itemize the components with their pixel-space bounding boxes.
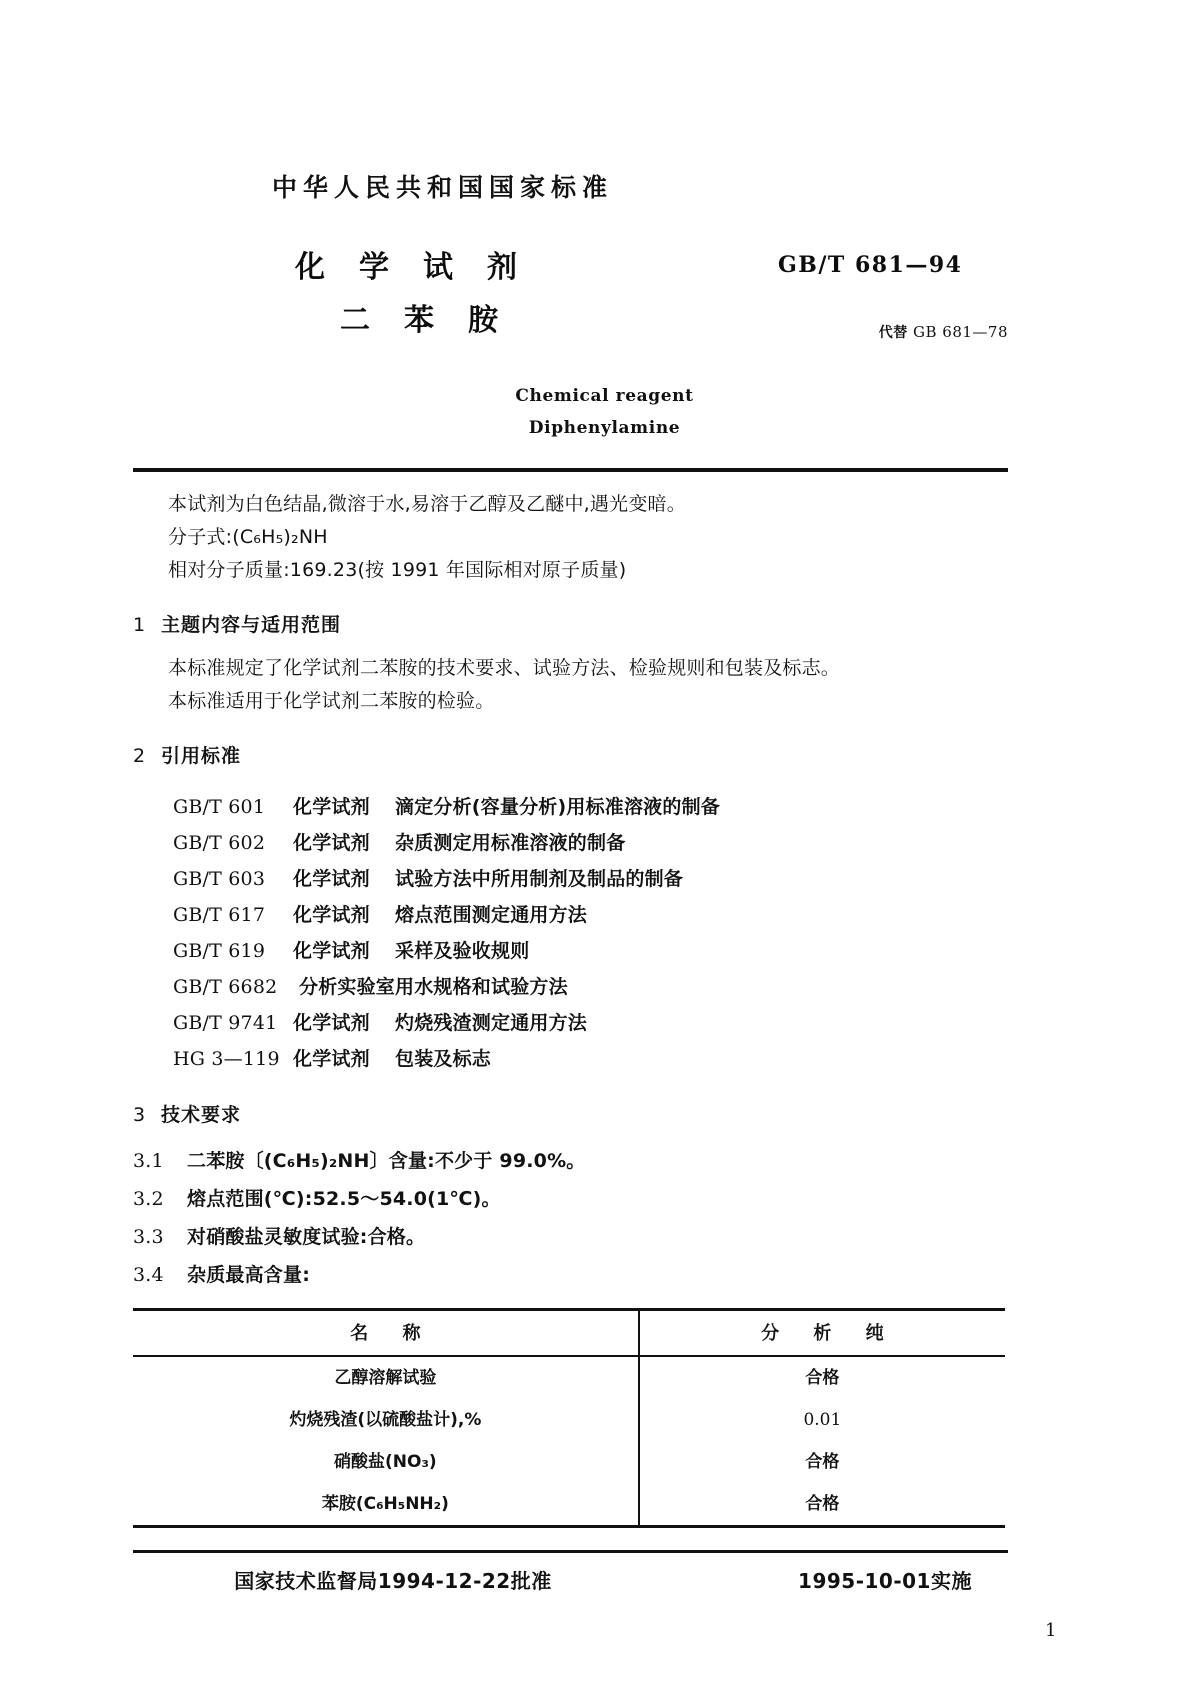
- replaces-label: 代替: [878, 325, 908, 341]
- main-title-line1: 化学试剂: [295, 250, 551, 285]
- english-title-line2: Diphenylamine: [528, 418, 681, 438]
- table-header-row: [133, 1310, 1005, 1357]
- requirement-index: 3.2: [133, 1188, 164, 1210]
- reference-desc: 熔点范围测定通用方法: [395, 904, 588, 926]
- impurity-limits-table: [133, 1308, 1005, 1528]
- reference-kind: 化学试剂: [293, 868, 370, 890]
- section-1-title: 主题内容与适用范围: [161, 614, 342, 636]
- reference-code: GB/T 601: [173, 796, 266, 818]
- list-item: [173, 933, 1013, 969]
- page-number: 1: [1045, 1620, 1057, 1641]
- section-3-number: 3: [133, 1104, 146, 1126]
- table-body: [133, 1356, 1005, 1527]
- reagent-description: 本试剂为白色结晶,微溶于水,易溶于乙醇及乙醚中,遇光变暗。: [168, 493, 686, 515]
- column-header-name: 名 称: [133, 1310, 639, 1357]
- impurity-value: 合格: [639, 1356, 1005, 1399]
- list-item: [173, 969, 1013, 1005]
- table-row: [133, 1356, 1005, 1399]
- table-header: [133, 1310, 1005, 1357]
- technical-requirement-3-2: [133, 1180, 1013, 1218]
- requirement-text: 熔点范围(℃):52.5～54.0(1℃)。: [187, 1188, 501, 1210]
- technical-requirement-3-4: [133, 1256, 1013, 1294]
- reference-desc: 杂质测定用标准溶液的制备: [395, 832, 626, 854]
- reference-code: HG 3—119: [173, 1048, 280, 1070]
- reference-desc: 滴定分析(容量分析)用标准溶液的制备: [395, 796, 720, 818]
- reference-code: GB/T 619: [173, 940, 266, 962]
- implementation-date: 1995-10-01实施: [798, 1569, 972, 1593]
- section-1-paragraph-2: 本标准适用于化学试剂二苯胺的检验。: [168, 690, 495, 712]
- replaces-code: GB 681—78: [913, 323, 1008, 341]
- title-row: [0, 242, 1191, 362]
- header-divider-rule: [133, 468, 1008, 472]
- section-1-paragraph-1: 本标准规定了化学试剂二苯胺的技术要求、试验方法、检验规则和包装及标志。: [168, 657, 841, 679]
- section-1-heading: [133, 609, 1013, 642]
- impurity-value: 合格: [639, 1441, 1005, 1483]
- reference-desc: 试验方法中所用制剂及制品的制备: [395, 868, 684, 890]
- reference-code: GB/T 9741: [173, 1012, 278, 1034]
- relative-molecular-mass-line: 相对分子质量:169.23(按 1991 年国际相对原子质量): [168, 559, 627, 581]
- document-header: [0, 168, 1191, 444]
- main-title-line2: 二苯胺: [340, 303, 532, 338]
- section-2-title: 引用标准: [161, 745, 242, 767]
- list-item: [173, 1041, 1013, 1077]
- table-row: [133, 1441, 1005, 1483]
- requirement-text: 杂质最高含量:: [187, 1264, 310, 1286]
- impurity-name: 乙醇溶解试验: [334, 1367, 437, 1388]
- list-item: [173, 825, 1013, 861]
- list-item: [173, 1005, 1013, 1041]
- list-item: [173, 789, 1013, 825]
- reference-desc: 分析实验室用水规格和试验方法: [299, 976, 568, 998]
- list-item: [173, 861, 1013, 897]
- molecular-formula-line: 分子式:(C₆H₅)₂NH: [168, 526, 328, 548]
- requirement-index: 3.1: [133, 1150, 164, 1172]
- table-row: [133, 1399, 1005, 1441]
- technical-requirement-3-1: [133, 1142, 1013, 1180]
- impurity-name: 灼烧残渣(以硫酸盐计),%: [289, 1409, 482, 1430]
- footer-divider-rule: [133, 1550, 1008, 1553]
- impurity-name: 苯胺(C₆H₅NH₂): [133, 1483, 639, 1527]
- reference-kind: 化学试剂: [293, 940, 370, 962]
- reference-code: GB/T 602: [173, 832, 266, 854]
- requirement-index: 3.4: [133, 1264, 164, 1286]
- column-header-grade: 分 析 纯: [639, 1310, 1005, 1357]
- english-title-line1: Chemical reagent: [515, 386, 694, 406]
- reference-kind: 化学试剂: [293, 832, 370, 854]
- impurity-name: 硝酸盐(NO₃): [334, 1451, 437, 1472]
- english-title: [0, 380, 1191, 444]
- reference-kind: 化学试剂: [293, 1048, 370, 1070]
- impurity-value: 0.01: [639, 1399, 1005, 1441]
- reference-desc: 灼烧残渣测定通用方法: [395, 1012, 588, 1034]
- document-body: [133, 488, 1013, 1528]
- section-2-heading: [133, 740, 1013, 773]
- replaces-standard-line: [879, 322, 1008, 342]
- section-3-title: 技术要求: [161, 1104, 242, 1126]
- technical-requirement-3-3: [133, 1218, 1013, 1256]
- table-row: [133, 1483, 1005, 1527]
- section-1-number: 1: [133, 614, 146, 636]
- section-3-heading: [133, 1099, 1013, 1132]
- reference-kind: 化学试剂: [293, 904, 370, 926]
- list-item: [173, 897, 1013, 933]
- requirement-text: 对硝酸盐灵敏度试验:合格。: [187, 1226, 426, 1248]
- molecular-formula-label: 分子式: [168, 526, 226, 548]
- requirement-text: 二苯胺〔(C₆H₅)₂NH〕含量:不少于 99.0%。: [187, 1150, 586, 1172]
- reference-code: GB/T 603: [173, 868, 266, 890]
- referenced-standards-list: [133, 789, 1013, 1077]
- reference-code: GB/T 617: [173, 904, 266, 926]
- section-2-number: 2: [133, 745, 146, 767]
- reference-kind: 化学试剂: [293, 1012, 370, 1034]
- requirement-index: 3.3: [133, 1226, 164, 1248]
- national-standard-title: 中华人民共和国国家标准: [272, 173, 614, 202]
- reference-code: GB/T 6682: [173, 976, 278, 998]
- approval-statement: 国家技术监督局1994-12-22批准: [234, 1569, 552, 1593]
- impurity-value: 合格: [639, 1483, 1005, 1527]
- molecular-formula-value: (C₆H₅)₂NH: [232, 526, 328, 548]
- standard-number: GB/T 681—94: [778, 252, 963, 278]
- reference-desc: 包装及标志: [395, 1048, 492, 1070]
- reference-desc: 采样及验收规则: [395, 940, 530, 962]
- reference-kind: 化学试剂: [293, 796, 370, 818]
